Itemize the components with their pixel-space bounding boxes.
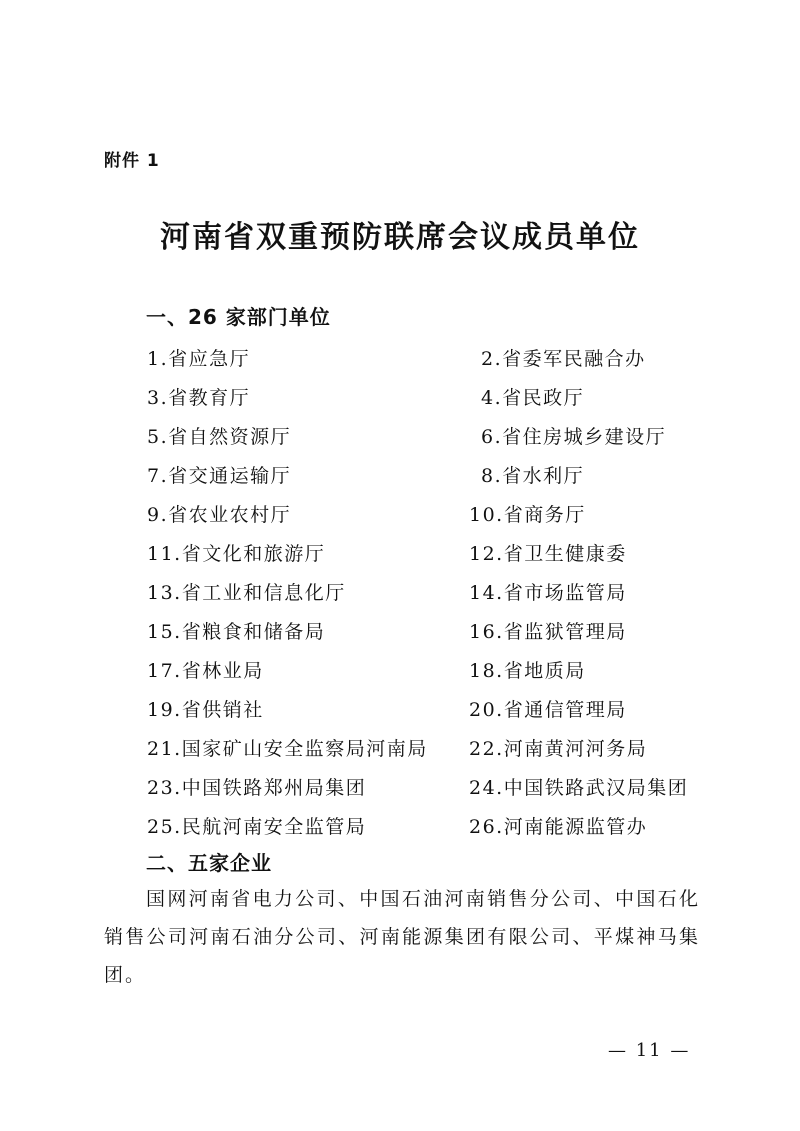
list-item: 1.省应急厅 <box>147 348 251 370</box>
enterprise-paragraph: 国网河南省电力公司、中国石油河南销售分公司、中国石化销售公司河南石油分公司、河南能源集团有限公司、平煤神马集团。 <box>104 888 700 986</box>
list-item: 10.省商务厅 <box>469 504 586 526</box>
list-item: 3.省教育厅 <box>147 387 251 409</box>
list-item: 6.省住房城乡建设厅 <box>481 426 667 448</box>
list-item: 16.省监狱管理局 <box>469 621 627 643</box>
list-item: 23.中国铁路郑州局集团 <box>147 777 367 799</box>
department-list <box>147 338 707 845</box>
list-item: 22.河南黄河河务局 <box>469 738 648 760</box>
page-number: — 11 — <box>608 1040 691 1061</box>
list-item: 25.民航河南安全监管局 <box>147 816 367 838</box>
list-item: 12.省卫生健康委 <box>469 543 627 565</box>
list-item: 8.省水利厅 <box>481 465 585 487</box>
list-item: 17.省林业局 <box>147 660 264 682</box>
list-item: 21.国家矿山安全监察局河南局 <box>147 738 428 760</box>
list-item: 4.省民政厅 <box>481 387 585 409</box>
list-item: 2.省委军民融合办 <box>481 348 646 370</box>
list-item: 18.省地质局 <box>469 660 586 682</box>
list-item: 7.省交通运输厅 <box>147 465 292 487</box>
section-heading-departments: 一、26 家部门单位 <box>146 305 331 329</box>
list-item: 13.省工业和信息化厅 <box>147 582 346 604</box>
list-item: 15.省粮食和储备局 <box>147 621 326 643</box>
list-item: 20.省通信管理局 <box>469 699 627 721</box>
list-item: 9.省农业农村厅 <box>147 504 292 526</box>
section-heading-enterprises: 二、五家企业 <box>146 851 272 875</box>
list-item: 24.中国铁路武汉局集团 <box>469 777 689 799</box>
list-item: 14.省市场监管局 <box>469 582 627 604</box>
list-item: 26.河南能源监管办 <box>469 816 648 838</box>
list-item: 11.省文化和旅游厅 <box>147 543 326 565</box>
document-title: 河南省双重预防联席会议成员单位 <box>160 220 640 255</box>
list-item: 5.省自然资源厅 <box>147 426 292 448</box>
attachment-label: 附件 1 <box>104 151 160 171</box>
list-item: 19.省供销社 <box>147 699 264 721</box>
